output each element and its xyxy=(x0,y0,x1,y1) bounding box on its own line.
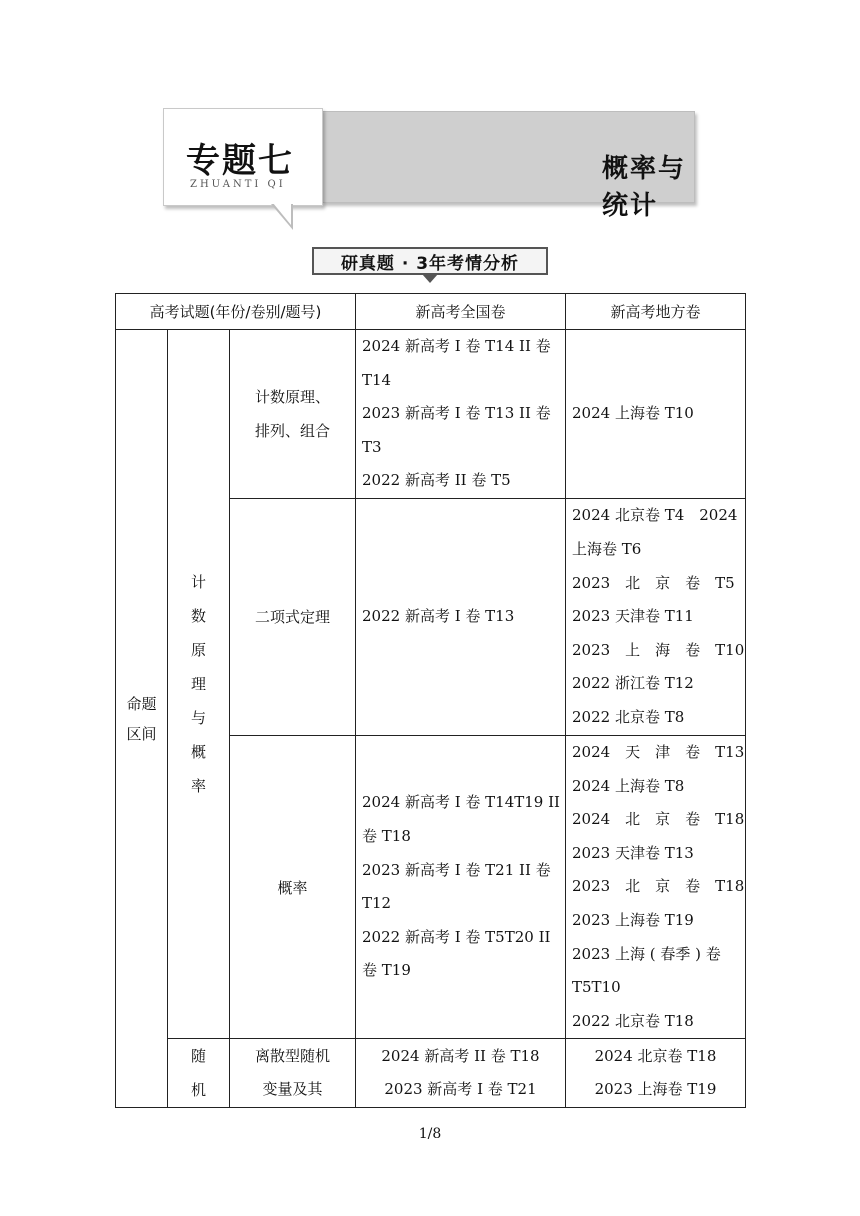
sub-group-counting-probability xyxy=(168,330,230,1039)
local-line: 2022 北京卷 T18 xyxy=(572,1011,694,1030)
banner-pinyin: ZHUANTI QI xyxy=(190,179,286,190)
local-line: 2023 上海卷 T19 xyxy=(572,910,694,929)
local-line: 2023 北 京 卷 T5 xyxy=(572,573,735,592)
local-line: 2022 浙江卷 T12 xyxy=(572,674,694,693)
national-line: 2024 新高考 I 卷 T14 II 卷 xyxy=(362,337,551,355)
sub-group-char: 随 xyxy=(190,1047,206,1066)
local-line: 2023 上 海 卷 T10 xyxy=(572,640,745,659)
header-national: 新高考全国卷 xyxy=(356,294,566,330)
sub-group-char: 与 xyxy=(190,709,206,728)
banner-subject-panel xyxy=(321,111,695,221)
sub-group-char: 理 xyxy=(190,675,206,694)
topic-cell xyxy=(230,498,356,735)
banner-topic: 专题七 xyxy=(186,141,294,181)
topic-line: 变量及其 xyxy=(262,1080,323,1099)
local-line: 2024 上海卷 T8 xyxy=(572,776,685,795)
topic-cell xyxy=(230,1039,356,1108)
header-local: 新高考地方卷 xyxy=(566,294,746,330)
banner-subject: 概率与统计 xyxy=(602,154,687,221)
sub-group-random xyxy=(168,1039,230,1108)
national-line: 2023 新高考 I 卷 T21 II 卷 xyxy=(362,860,551,879)
local-line: 2024 上海卷 T10 xyxy=(572,404,694,423)
national-cell xyxy=(356,498,566,735)
local-cell xyxy=(566,1039,746,1108)
local-line: 2024 天 津 卷 T13 xyxy=(572,742,745,761)
local-line: 2024 北京卷 T4 2024 xyxy=(572,506,738,525)
topic-cell xyxy=(230,330,356,499)
section-tag: 研真题 · 3年考情分析 xyxy=(312,247,548,275)
local-cell xyxy=(566,735,746,1038)
national-line: 2022 新高考 I 卷 T13 xyxy=(362,607,515,626)
local-cell xyxy=(566,330,746,499)
row-group-label xyxy=(116,330,168,1108)
local-line: T5T10 xyxy=(572,978,621,997)
header-exam-items: 高考试题(年份/卷别/题号) xyxy=(116,294,356,330)
section-tag-arrow-icon xyxy=(422,274,438,283)
sub-group-char: 机 xyxy=(190,1081,206,1100)
banner-tail-fill xyxy=(273,203,291,225)
local-line: 2024 北 京 卷 T18 xyxy=(572,810,745,829)
national-cell xyxy=(356,330,566,499)
topic-line: 概率 xyxy=(277,878,308,897)
local-line: 2023 北 京 卷 T18 xyxy=(572,877,745,896)
exam-analysis-table xyxy=(115,293,746,1108)
sub-group-char: 计 xyxy=(190,573,206,592)
national-line: 2023 新高考 I 卷 T21 xyxy=(384,1080,537,1099)
topic-line: 计数原理、 xyxy=(254,387,330,406)
topic-banner xyxy=(163,108,696,221)
sub-group-char: 率 xyxy=(190,777,206,796)
local-line: 2023 天津卷 T13 xyxy=(572,843,694,862)
national-line: T3 xyxy=(362,437,382,456)
topic-cell xyxy=(230,735,356,1038)
table-row xyxy=(116,330,746,499)
row-group-label-text: 命题区间 xyxy=(126,694,157,743)
banner-topic-panel xyxy=(163,108,323,206)
sub-group-char: 概 xyxy=(190,743,206,762)
topic-line: 排列、组合 xyxy=(254,421,330,440)
sub-group-char: 原 xyxy=(190,641,206,660)
national-line: 2022 新高考 I 卷 T5T20 II xyxy=(362,927,551,946)
local-line: 2024 北京卷 T18 xyxy=(594,1046,717,1065)
local-line: 2023 上海 ( 春季 ) 卷 xyxy=(572,944,721,963)
page-number: 1/8 xyxy=(418,1126,442,1142)
topic-line: 二项式定理 xyxy=(254,608,330,627)
national-line: 卷 T19 xyxy=(362,961,411,980)
table-header-row xyxy=(116,294,746,330)
national-line: 2024 新高考 II 卷 T18 xyxy=(381,1046,540,1065)
national-line: 2023 新高考 I 卷 T13 II 卷 xyxy=(362,404,551,423)
national-line: 卷 T18 xyxy=(362,826,411,845)
national-line: T14 xyxy=(362,370,392,389)
table-row xyxy=(116,1039,746,1108)
local-line: 2022 北京卷 T8 xyxy=(572,707,685,726)
topic-line: 离散型随机 xyxy=(254,1047,330,1066)
national-line: 2022 新高考 II 卷 T5 xyxy=(362,471,511,490)
national-line: T12 xyxy=(362,894,392,913)
national-cell xyxy=(356,1039,566,1108)
local-cell xyxy=(566,498,746,735)
local-line: 上海卷 T6 xyxy=(572,539,642,558)
local-line: 2023 上海卷 T19 xyxy=(594,1080,717,1099)
national-line: 2024 新高考 I 卷 T14T19 II xyxy=(362,793,560,812)
national-cell xyxy=(356,735,566,1038)
local-line: 2023 天津卷 T11 xyxy=(572,607,694,626)
sub-group-char: 数 xyxy=(190,607,206,626)
